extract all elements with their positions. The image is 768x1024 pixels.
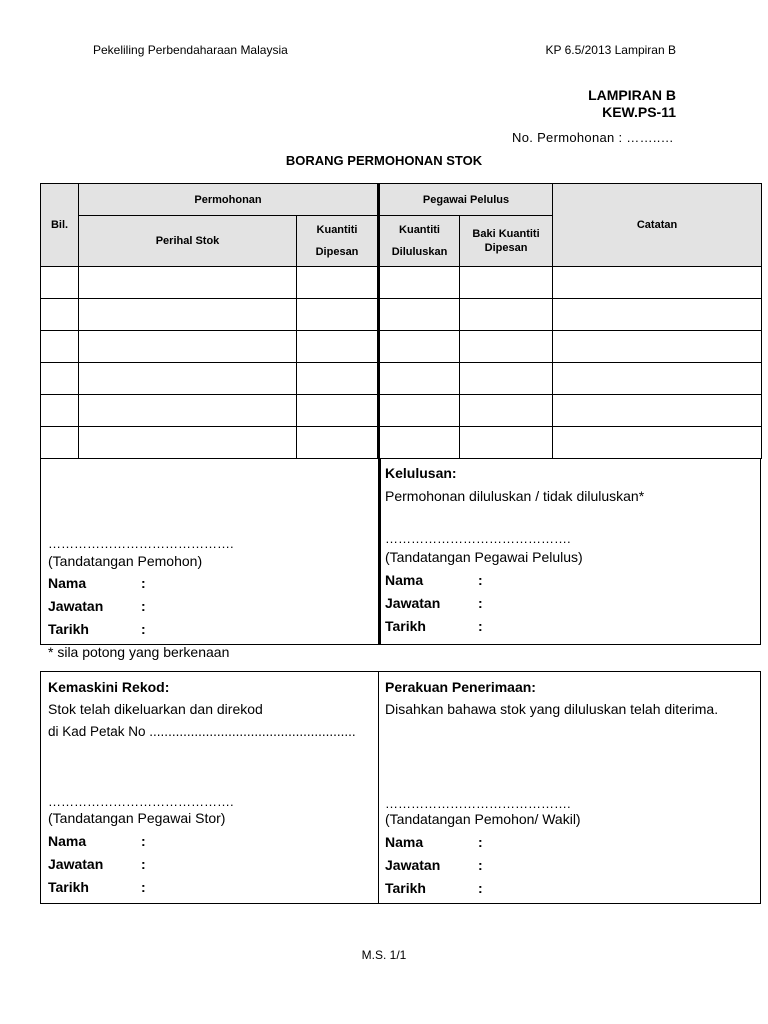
nama-label: Nama: [385, 572, 424, 588]
signature-label: (Tandatangan Pemohon/ Wakil): [385, 811, 581, 827]
cell-baki[interactable]: [460, 427, 553, 459]
header-left: Pekeliling Perbendaharaan Malaysia: [93, 43, 288, 57]
colon: :: [141, 598, 146, 614]
cell-dipesan[interactable]: [297, 427, 379, 459]
signature-line[interactable]: …………………………………….: [48, 536, 234, 551]
cell-diluluskan[interactable]: [379, 427, 460, 459]
cell-diluluskan[interactable]: [379, 395, 460, 427]
table-row: [41, 395, 762, 427]
nama-label: Nama: [385, 834, 424, 850]
perakuan-heading: Perakuan Penerimaan:: [385, 679, 536, 695]
colon: :: [478, 618, 483, 634]
colon: :: [141, 833, 146, 849]
jawatan-label: Jawatan: [385, 857, 441, 873]
signature-line[interactable]: …………………………………….: [48, 794, 234, 809]
jawatan-label: Jawatan: [48, 856, 104, 872]
jawatan-label: Jawatan: [385, 595, 441, 611]
signature-label: (Tandatangan Pegawai Stor): [48, 810, 226, 826]
jawatan-label: Jawatan: [48, 598, 104, 614]
kemaskini-heading: Kemaskini Rekod:: [48, 679, 170, 695]
cell-diluluskan[interactable]: [379, 331, 460, 363]
cell-perihal[interactable]: [79, 427, 297, 459]
cell-catatan[interactable]: [553, 267, 762, 299]
diluluskan-label: Diluluskan: [391, 246, 448, 258]
colon: :: [478, 595, 483, 611]
cell-dipesan[interactable]: [297, 363, 379, 395]
cell-perihal[interactable]: [79, 299, 297, 331]
strike-note: * sila potong yang berkenaan: [48, 644, 230, 660]
lampiran-title: LAMPIRAN B: [588, 87, 676, 103]
cell-perihal[interactable]: [79, 363, 297, 395]
kad-petak-line[interactable]: di Kad Petak No .......................................................: [48, 724, 356, 739]
cell-catatan[interactable]: [553, 331, 762, 363]
kelulusan-heading: Kelulusan:: [385, 465, 457, 481]
colon: :: [478, 834, 483, 850]
cell-bil[interactable]: [41, 363, 79, 395]
perakuan-text: Disahkan bahawa stok yang diluluskan telah diterima.: [385, 701, 719, 717]
cell-perihal[interactable]: [79, 267, 297, 299]
signature-label: (Tandatangan Pemohon): [48, 553, 203, 569]
cell-dipesan[interactable]: [297, 267, 379, 299]
kew-code: KEW.PS-11: [602, 104, 676, 120]
cell-bil[interactable]: [41, 299, 79, 331]
cell-diluluskan[interactable]: [379, 267, 460, 299]
cell-catatan[interactable]: [553, 299, 762, 331]
colon: :: [478, 572, 483, 588]
col-kuantiti-diluluskan: [379, 216, 460, 267]
col-kuantiti-dipesan: [297, 216, 379, 267]
tarikh-label: Tarikh: [48, 879, 89, 895]
dipesan-label: Dipesan: [315, 246, 359, 258]
tarikh-label: Tarikh: [48, 621, 89, 637]
signature-line[interactable]: …………………………………….: [385, 796, 571, 811]
tarikh-label: Tarikh: [385, 880, 426, 896]
stock-table: [40, 183, 762, 459]
colon: :: [478, 857, 483, 873]
receipt-box: [40, 671, 761, 904]
kuantiti-label: Kuantiti: [316, 224, 358, 236]
cell-baki[interactable]: [460, 267, 553, 299]
divider: [378, 459, 381, 644]
table-row: [41, 363, 762, 395]
divider: [378, 672, 379, 903]
col-perihal-stok: Perihal Stok: [79, 216, 297, 267]
cell-dipesan[interactable]: [297, 331, 379, 363]
header-right: KP 6.5/2013 Lampiran B: [545, 43, 676, 57]
cell-baki[interactable]: [460, 299, 553, 331]
cell-bil[interactable]: [41, 331, 79, 363]
dipesan-label: Dipesan: [484, 242, 528, 254]
cell-baki[interactable]: [460, 395, 553, 427]
baki-kuantiti-label: Baki Kuantiti: [472, 228, 540, 240]
table-row: [41, 331, 762, 363]
cell-catatan[interactable]: [553, 363, 762, 395]
col-baki-kuantiti: [460, 216, 553, 267]
signature-label: (Tandatangan Pegawai Pelulus): [385, 549, 583, 565]
colon: :: [478, 880, 483, 896]
col-pegawai-pelulus: Pegawai Pelulus: [379, 184, 553, 216]
cell-dipesan[interactable]: [297, 395, 379, 427]
cell-baki[interactable]: [460, 331, 553, 363]
cell-catatan[interactable]: [553, 427, 762, 459]
table-row: [41, 427, 762, 459]
colon: :: [141, 879, 146, 895]
nama-label: Nama: [48, 575, 87, 591]
signature-line[interactable]: …………………………………….: [385, 531, 571, 546]
col-bil: Bil.: [41, 184, 79, 267]
table-row: [41, 267, 762, 299]
cell-catatan[interactable]: [553, 395, 762, 427]
cell-perihal[interactable]: [79, 395, 297, 427]
kemaskini-text: Stok telah dikeluarkan dan direkod: [48, 701, 263, 717]
no-permohonan: No. Permohonan : ……..…: [512, 130, 674, 145]
colon: :: [141, 575, 146, 591]
cell-bil[interactable]: [41, 267, 79, 299]
cell-dipesan[interactable]: [297, 299, 379, 331]
cell-baki[interactable]: [460, 363, 553, 395]
cell-bil[interactable]: [41, 427, 79, 459]
kelulusan-text: Permohonan diluluskan / tidak diluluskan*: [385, 488, 645, 504]
form-title: BORANG PERMOHONAN STOK: [285, 153, 483, 168]
kuantiti-label: Kuantiti: [399, 224, 440, 236]
cell-diluluskan[interactable]: [379, 299, 460, 331]
cell-perihal[interactable]: [79, 331, 297, 363]
cell-bil[interactable]: [41, 395, 79, 427]
col-permohonan: Permohonan: [79, 184, 379, 216]
tarikh-label: Tarikh: [385, 618, 426, 634]
page-number: M.S. 1/1: [361, 948, 407, 962]
approval-box: [40, 459, 761, 645]
colon: :: [141, 621, 146, 637]
cell-diluluskan[interactable]: [379, 363, 460, 395]
col-catatan: Catatan: [553, 184, 762, 267]
nama-label: Nama: [48, 833, 87, 849]
table-row: [41, 299, 762, 331]
colon: :: [141, 856, 146, 872]
